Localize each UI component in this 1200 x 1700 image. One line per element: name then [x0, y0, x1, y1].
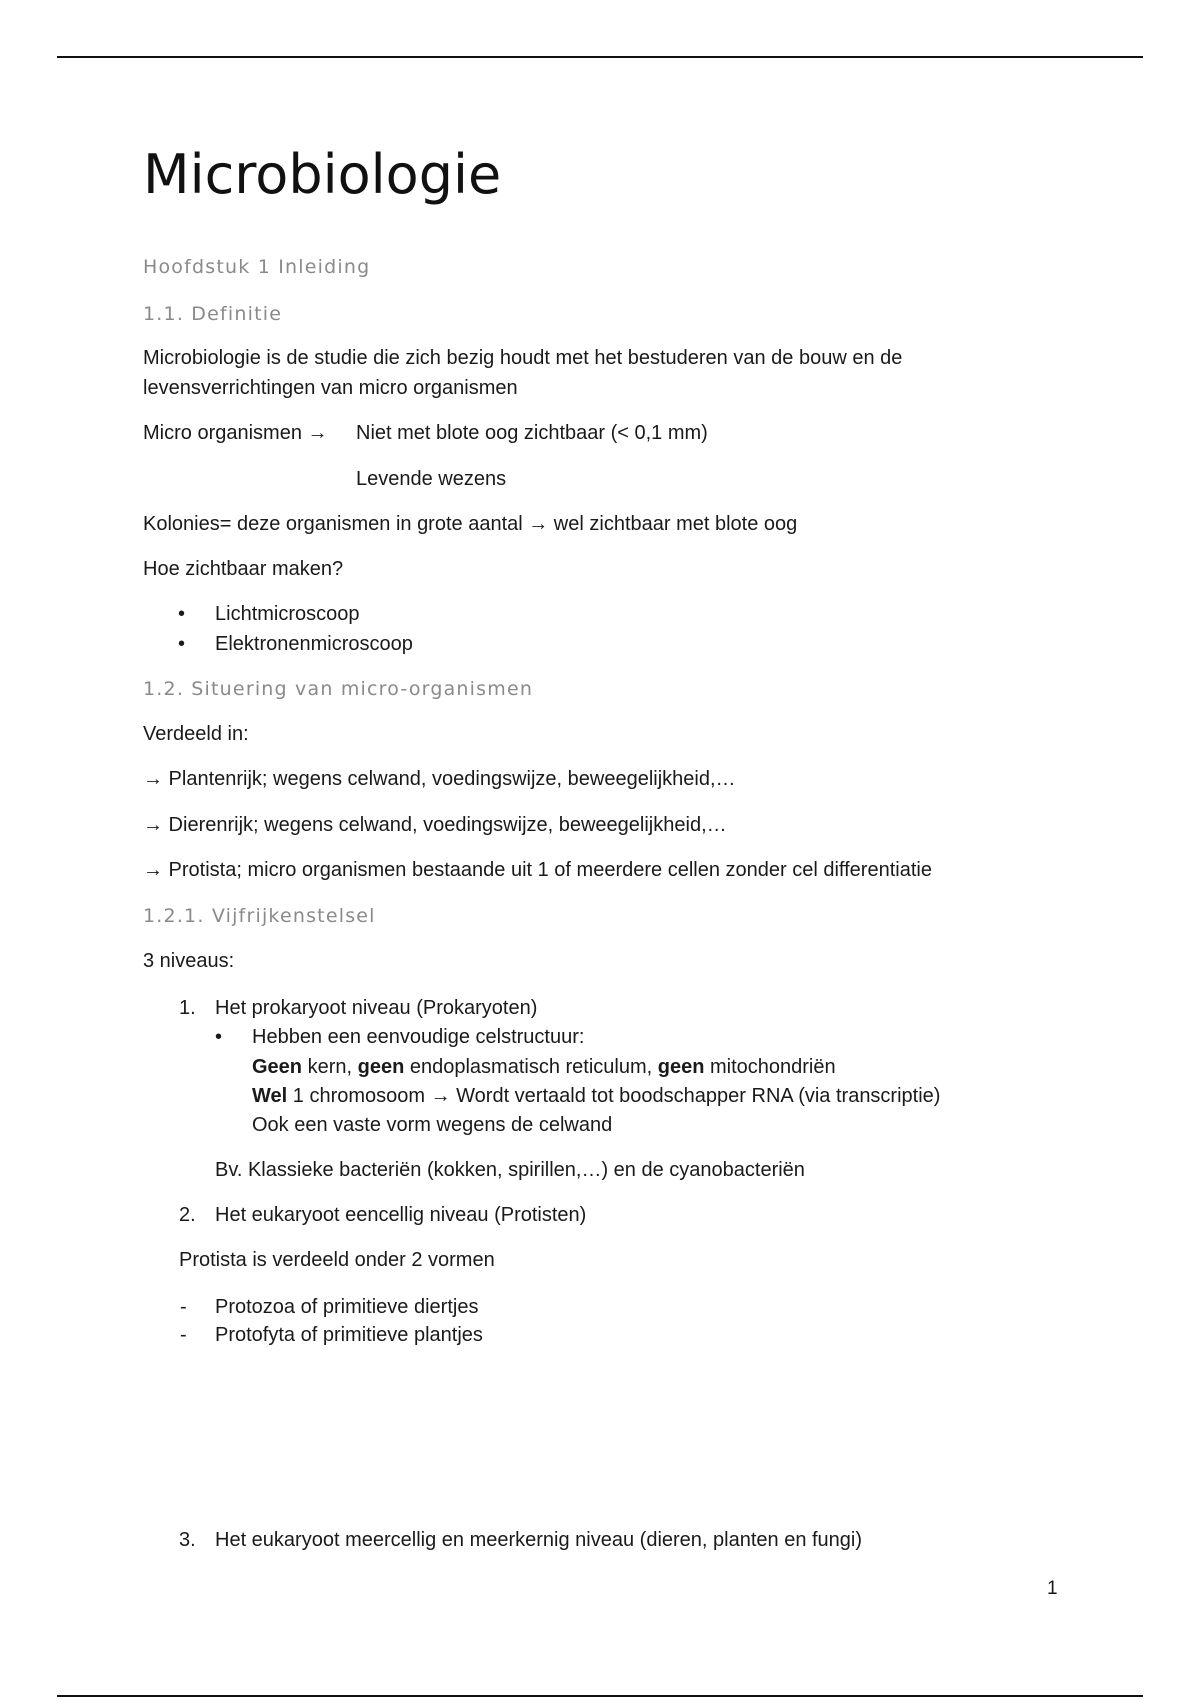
- prokaryote-sub: Hebben een eenvoudige celstructuur:: [252, 1026, 585, 1048]
- list-number: 3.: [179, 1529, 196, 1551]
- micro-organisms-def-2: Levende wezens: [356, 468, 507, 490]
- levels-intro: 3 niveaus:: [143, 950, 235, 972]
- emphasis-text: geen: [357, 1056, 405, 1078]
- level-3-text: Het eukaryoot meercellig en meerkernig niveau (dieren, planten en fungi): [215, 1529, 863, 1551]
- prokaryote-line-3: Ook een vaste vorm wegens de celwand: [252, 1114, 613, 1136]
- micro-organisms-label: Micro organismen →: [143, 422, 328, 444]
- prokaryote-line-2: [252, 1081, 940, 1111]
- list-number: 2.: [179, 1204, 196, 1226]
- kingdom-item: → Protista; micro organismen bestaande uit 1 of meerdere cellen zonder cel differentiatie: [143, 859, 932, 881]
- visibility-question: Hoe zichtbaar maken?: [143, 558, 344, 580]
- level-1-text: Het prokaryoot niveau (Prokaryoten): [215, 997, 538, 1019]
- bullet-icon: •: [178, 603, 186, 625]
- micro-organisms-def-1: Niet met blote oog zichtbaar (< 0,1 mm): [356, 422, 708, 444]
- bullet-icon: •: [215, 1026, 223, 1048]
- list-item: Elektronenmicroscoop: [215, 633, 413, 655]
- protista-text: Protista is verdeeld onder 2 vormen: [179, 1249, 495, 1271]
- header-rule: [57, 56, 1143, 58]
- plain-text: kern,: [302, 1056, 358, 1078]
- dash-icon: -: [180, 1296, 187, 1318]
- chapter-heading: Hoofdstuk 1 Inleiding: [143, 256, 371, 278]
- kingdom-item: → Dierenrijk; wegens celwand, voedingswijze, beweegelijkheid,…: [143, 814, 727, 836]
- plain-text: endoplasmatisch reticulum,: [404, 1056, 658, 1078]
- dash-icon: -: [180, 1324, 187, 1346]
- example-text: Bv. Klassieke bacteriën (kokken, spirillen,…) en de cyanobacteriën: [215, 1159, 805, 1181]
- list-item: Protofyta of primitieve plantjes: [215, 1324, 483, 1346]
- list-number: 1.: [179, 997, 196, 1019]
- verdeeld-text: Verdeeld in:: [143, 723, 249, 745]
- section-heading-1-2-1: 1.2.1. Vijfrijkenstelsel: [143, 905, 376, 927]
- level-2-text: Het eukaryoot eencellig niveau (Protisten): [215, 1204, 587, 1226]
- section-heading-1-1: 1.1. Definitie: [143, 303, 283, 325]
- kingdom-item: → Plantenrijk; wegens celwand, voedingswijze, beweegelijkheid,…: [143, 768, 736, 790]
- footer-rule: [57, 1695, 1143, 1697]
- page-number: 1: [1047, 1578, 1058, 1599]
- emphasis-text: geen: [657, 1056, 705, 1078]
- definition-line-1: Microbiologie is de studie die zich bezig houdt met het bestuderen van de bouw en de: [143, 347, 903, 369]
- plain-text: 1 chromosoom → Wordt vertaald tot boodschapper RNA (via transcriptie): [287, 1085, 941, 1107]
- definition-line-2: levensverrichtingen van micro organismen: [143, 377, 518, 399]
- section-heading-1-2: 1.2. Situering van micro-organismen: [143, 678, 534, 700]
- list-item: Lichtmicroscoop: [215, 603, 360, 625]
- prokaryote-line-1: [252, 1052, 836, 1082]
- emphasis-text: Geen: [252, 1056, 303, 1078]
- document-title: Microbiologie: [143, 143, 502, 206]
- list-item: Protozoa of primitieve diertjes: [215, 1296, 479, 1318]
- bullet-icon: •: [178, 633, 186, 655]
- emphasis-text: Wel: [252, 1085, 288, 1107]
- kolonies-text: Kolonies= deze organismen in grote aantal → wel zichtbaar met blote oog: [143, 513, 798, 535]
- plain-text: mitochondriën: [704, 1056, 836, 1078]
